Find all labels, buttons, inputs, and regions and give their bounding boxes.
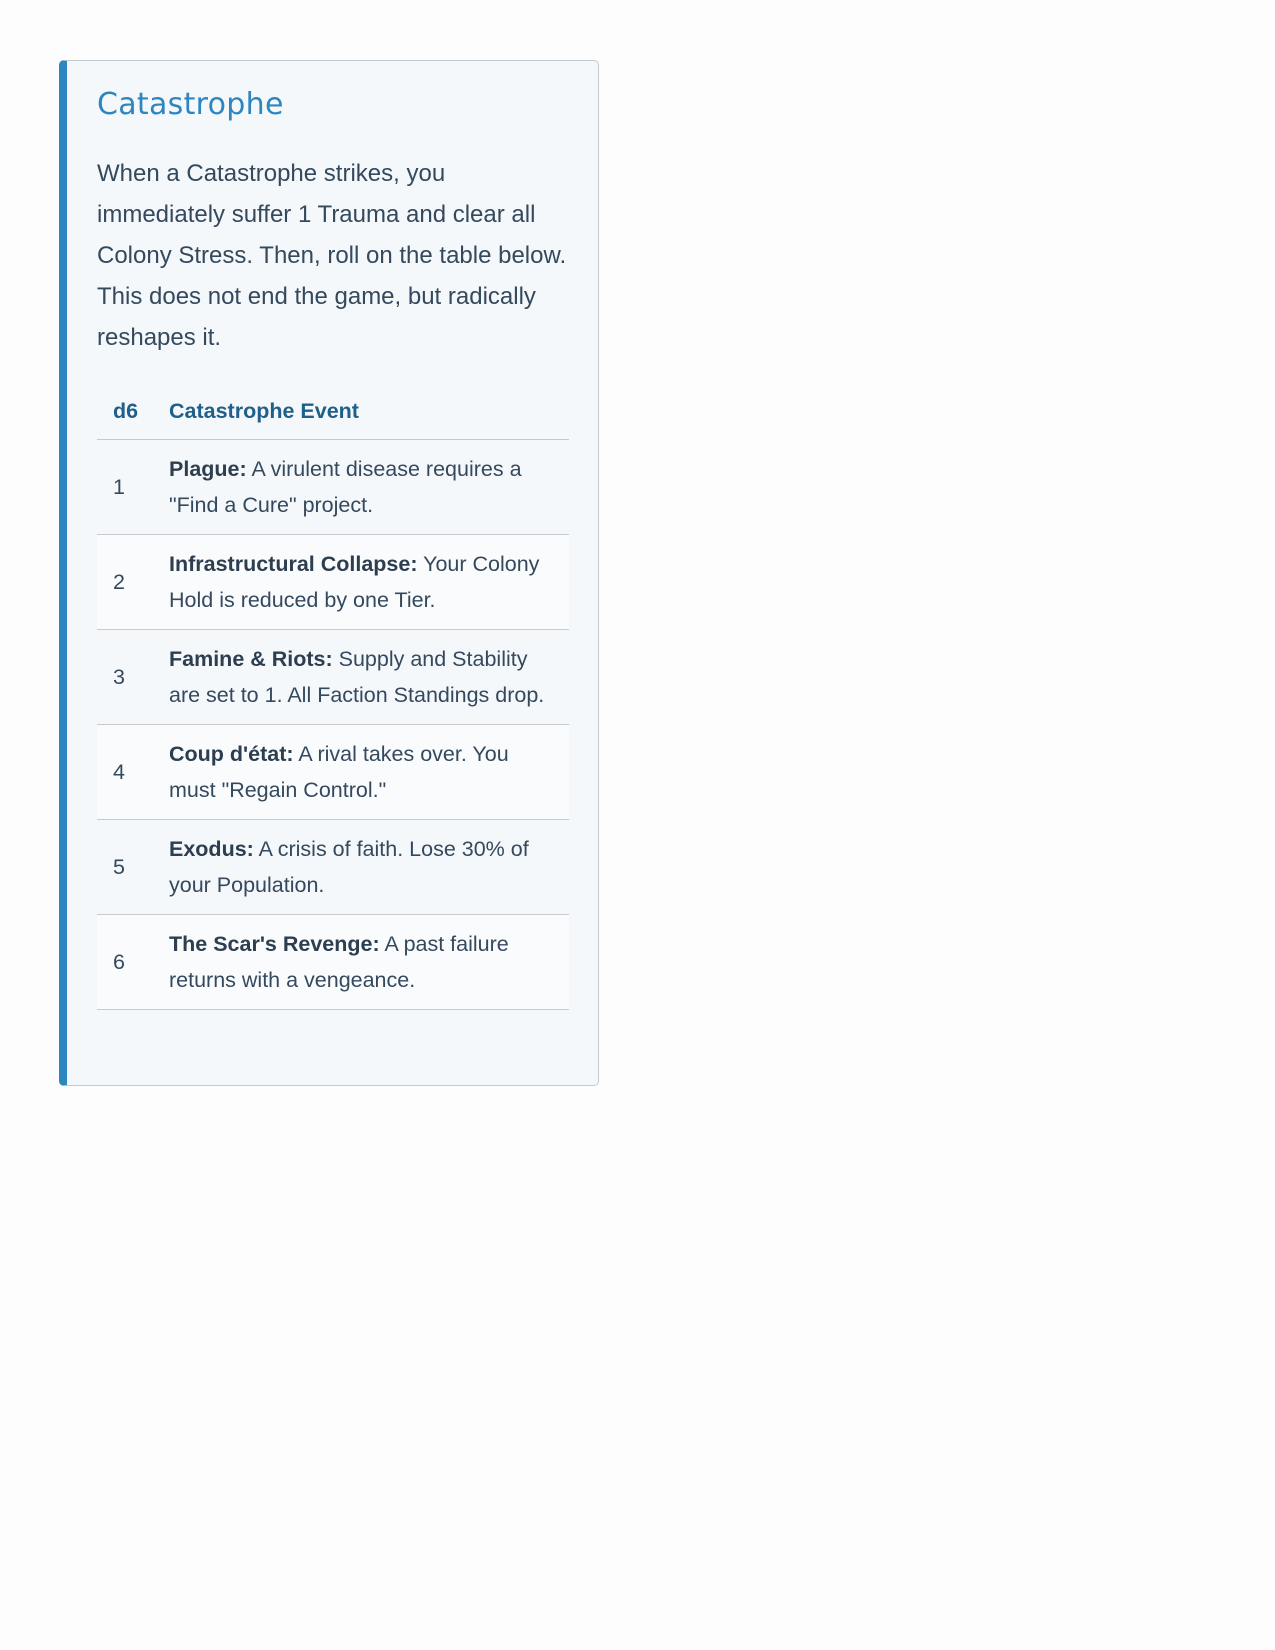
- event-text: Supply and Stability are set to 1. All Faction Standings drop.: [169, 647, 545, 707]
- event-text: A rival takes over. You must "Regain Control.": [169, 742, 509, 802]
- event-name: Coup d'état:: [169, 742, 294, 766]
- table-row: [97, 820, 569, 915]
- event-cell: [169, 440, 569, 535]
- event-name: The Scar's Revenge:: [169, 932, 380, 956]
- table-row: [97, 915, 569, 1010]
- event-text: Your Colony Hold is reduced by one Tier.: [169, 552, 540, 612]
- event-name: Infrastructural Collapse:: [169, 552, 418, 576]
- event-text: A virulent disease requires a "Find a Cure" project.: [169, 457, 522, 517]
- table-header-row: [97, 383, 569, 440]
- event-cell: [169, 915, 569, 1010]
- table-row: [97, 725, 569, 820]
- catastrophe-table: [97, 383, 569, 1010]
- event-name: Exodus:: [169, 837, 254, 861]
- event-cell: [169, 630, 569, 725]
- event-cell: [169, 725, 569, 820]
- card-title: Catastrophe: [97, 87, 284, 122]
- table-row: [97, 630, 569, 725]
- column-header-roll: d6: [97, 383, 169, 440]
- card-intro-text: When a Catastrophe strikes, you immediately suffer 1 Trauma and clear all Colony Stress. Then, roll on the table below. This does not end the game, but radically reshapes it.: [97, 160, 567, 351]
- roll-cell: 3: [97, 630, 169, 725]
- event-name: Famine & Riots:: [169, 647, 333, 671]
- table-row: [97, 535, 569, 630]
- table-row: [97, 440, 569, 535]
- event-text: A past failure returns with a vengeance.: [169, 932, 509, 992]
- event-cell: [169, 820, 569, 915]
- column-header-event: Catastrophe Event: [169, 383, 569, 440]
- event-name: Plague:: [169, 457, 247, 481]
- roll-cell: 6: [97, 915, 169, 1010]
- roll-cell: 4: [97, 725, 169, 820]
- event-text: A crisis of faith. Lose 30% of your Population.: [169, 837, 529, 897]
- roll-cell: 2: [97, 535, 169, 630]
- roll-cell: 5: [97, 820, 169, 915]
- roll-cell: 1: [97, 440, 169, 535]
- catastrophe-card: [59, 60, 599, 1086]
- event-cell: [169, 535, 569, 630]
